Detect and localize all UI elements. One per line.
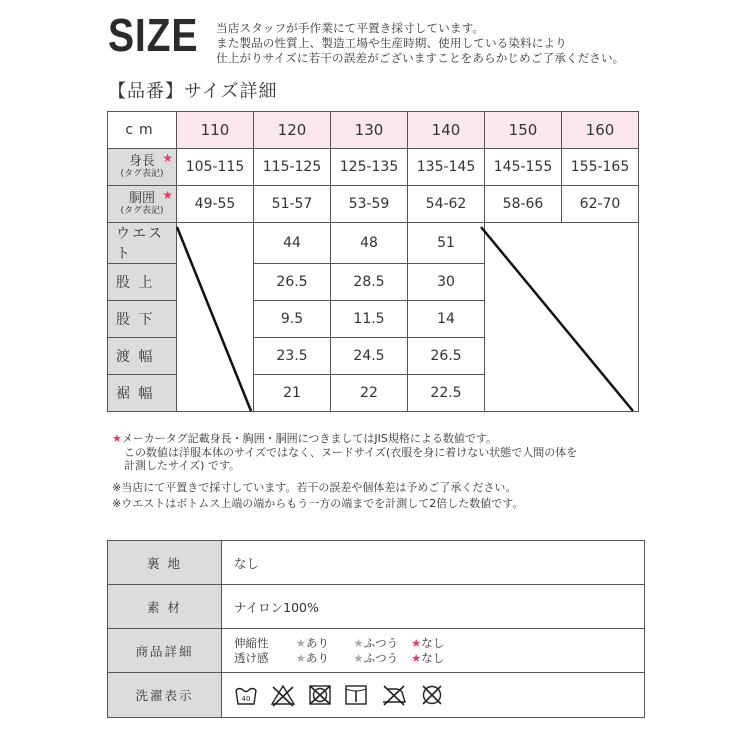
lining-value: なし [222, 541, 645, 585]
header-notes [216, 21, 624, 66]
table-cell: 58-66 [485, 186, 562, 223]
feature-option-label: あり [305, 635, 329, 650]
lining-label: 裏 地 [108, 541, 222, 585]
feature-option-label: なし [421, 650, 445, 665]
no-dry-clean-icon [420, 683, 444, 707]
note-line: ※当店にて平置きで採寸しています。若干の誤差や個体差は予めご了承ください。 [112, 480, 517, 494]
material-label: 素 材 [108, 585, 222, 629]
row-label-thigh: 渡 幅 [108, 338, 177, 375]
detail-row [108, 585, 645, 629]
table-cell: 51 [408, 223, 485, 264]
features-value [222, 629, 645, 673]
table-row [108, 223, 639, 264]
table-cell: 14 [408, 301, 485, 338]
product-details-table [107, 540, 645, 718]
feature-stretch [234, 636, 644, 651]
table-row [108, 186, 639, 223]
table-cell: 26.5 [254, 264, 331, 301]
size-header-cell: 130 [331, 112, 408, 149]
table-cell: 21 [254, 375, 331, 412]
feature-option-label: ふつう [363, 650, 399, 665]
note-text: メーカータグ記載身長・胸囲・胴囲につきましてはJIS規格による数値です。 [121, 432, 498, 445]
not-applicable-cell [485, 223, 639, 412]
row-label-height [108, 149, 177, 186]
star-icon: ★ [410, 650, 422, 665]
not-applicable-cell [177, 223, 254, 412]
size-logo: SIZE [108, 9, 199, 61]
star-icon: ★ [353, 635, 364, 650]
table-cell: 22.5 [408, 375, 485, 412]
row-label-text: 身長 [128, 154, 155, 169]
table-cell: 22 [331, 375, 408, 412]
size-header-cell: 150 [485, 112, 562, 149]
row-label-hem: 裾 幅 [108, 375, 177, 412]
features-label: 商品詳細 [108, 629, 222, 673]
detail-row [108, 541, 645, 585]
note-line: 計測したサイズ) です。 [124, 459, 241, 472]
wash-label: 洗濯表示 [108, 673, 222, 718]
feature-option [296, 636, 350, 651]
table-row [108, 149, 639, 186]
no-bleach-icon [270, 683, 296, 707]
table-cell: 9.5 [254, 301, 331, 338]
table-cell: 105-115 [177, 149, 254, 186]
feature-option [353, 636, 407, 651]
section-title: 【品番】サイズ詳細 [108, 81, 278, 102]
note-line: この数値は洋服本体のサイズではなく、ヌードサイズ(衣服を身に着けない状態で人間の体を [124, 445, 578, 459]
no-tumble-dry-icon [308, 683, 332, 707]
table-cell: 49-55 [177, 186, 254, 223]
feature-option-selected [411, 636, 465, 651]
feature-option-label: なし [421, 635, 445, 650]
feature-option [353, 651, 407, 666]
feature-option [296, 651, 350, 666]
feature-option-label: あり [305, 650, 329, 665]
star-icon: ★ [410, 635, 422, 650]
table-cell: 62-70 [562, 186, 639, 223]
table-cell: 48 [331, 223, 408, 264]
row-label-rise: 股 上 [108, 264, 177, 301]
measurement-notes [112, 432, 577, 511]
star-icon: ★ [295, 650, 306, 665]
table-cell: 53-59 [331, 186, 408, 223]
table-cell: 30 [408, 264, 485, 301]
header-note-line: 仕上がりサイズに若干の誤差がございますことをあらかじめご了承ください。 [216, 51, 625, 65]
table-cell: 51-57 [254, 186, 331, 223]
table-cell: 26.5 [408, 338, 485, 375]
header-note-line: また製品の性質上、製造工場や生産時期、使用している染料により [216, 36, 567, 50]
table-cell: 155-165 [562, 149, 639, 186]
table-cell: 145-155 [485, 149, 562, 186]
table-cell: 54-62 [408, 186, 485, 223]
feature-option-label: ふつう [363, 635, 399, 650]
table-cell: 23.5 [254, 338, 331, 375]
feature-name: 透け感 [234, 650, 269, 665]
unit-cell: cm [108, 112, 177, 149]
star-icon: ★ [295, 635, 306, 650]
size-header-cell: 120 [254, 112, 331, 149]
row-label-waist-tag [108, 186, 177, 223]
detail-row [108, 629, 645, 673]
wash-temperature: 40 [241, 695, 251, 703]
size-header-cell: 110 [177, 112, 254, 149]
size-header-cell: 140 [408, 112, 485, 149]
row-label-sub: (タグ表記) [120, 169, 164, 179]
size-header-cell: 160 [562, 112, 639, 149]
table-cell: 24.5 [331, 338, 408, 375]
note-line: ※ウエストはボトムス上端の端からもう一方の端までを計測して2倍した数値です。 [112, 497, 524, 510]
note-line [112, 432, 577, 446]
size-header-row [108, 112, 639, 149]
detail-row [108, 673, 645, 718]
row-label-sub: (タグ表記) [120, 206, 164, 216]
table-cell: 28.5 [331, 264, 408, 301]
star-icon: ★ [162, 151, 173, 165]
material-value: ナイロン100% [222, 585, 645, 629]
star-icon: ★ [112, 432, 122, 445]
table-cell: 135-145 [408, 149, 485, 186]
wash-symbols [222, 673, 645, 718]
line-dry-icon [344, 683, 368, 707]
feature-option-selected [411, 651, 465, 666]
table-cell: 125-135 [331, 149, 408, 186]
feature-sheerness [234, 651, 644, 666]
row-label-inseam: 股 下 [108, 301, 177, 338]
no-iron-icon [380, 683, 408, 707]
table-cell: 115-125 [254, 149, 331, 186]
table-cell: 11.5 [331, 301, 408, 338]
feature-name: 伸縮性 [234, 635, 269, 650]
star-icon: ★ [353, 650, 364, 665]
wash-40-icon [234, 683, 258, 707]
size-table [107, 111, 639, 412]
table-cell: 44 [254, 223, 331, 264]
row-label-waist: ウエスト [108, 223, 177, 264]
star-icon: ★ [162, 188, 173, 202]
header-note-line: 当店スタッフが手作業にて平置き採寸しています。 [216, 21, 485, 35]
row-label-text: 胴囲 [128, 191, 155, 206]
